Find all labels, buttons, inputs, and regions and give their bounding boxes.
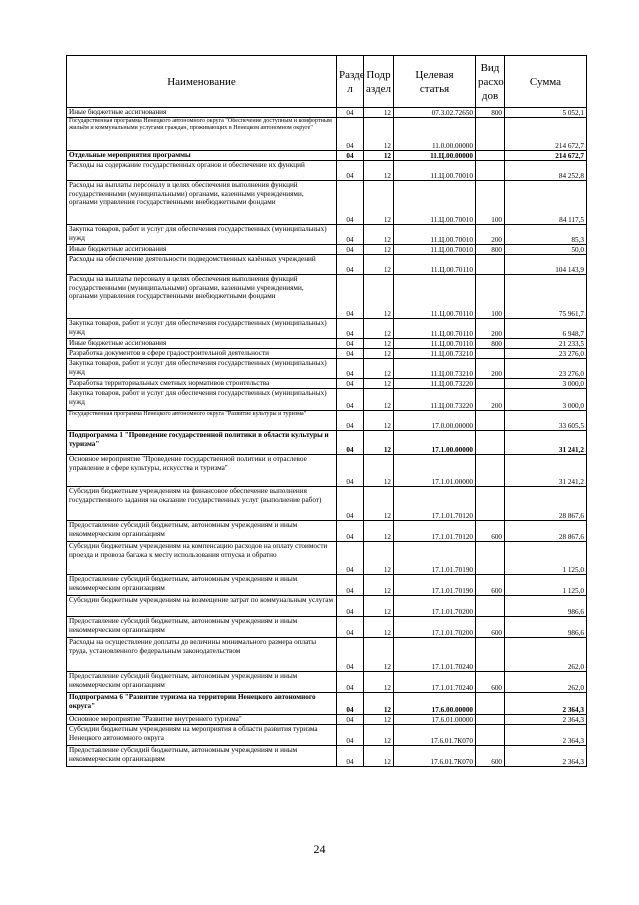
cell-vid <box>476 596 505 617</box>
cell-sum: 2 364,3 <box>505 746 587 767</box>
header-name: Наименование <box>67 56 337 108</box>
cell-razdel: 04 <box>337 542 364 575</box>
cell-sum: 1 125,0 <box>505 575 587 596</box>
cell-podrazdel: 12 <box>364 245 394 255</box>
cell-vid: 100 <box>476 275 505 319</box>
cell-name: Основное мероприятие "Проведение государственной политики и отраслевое управление в сфере культуры, искусства и туризма" <box>67 455 337 487</box>
cell-podrazdel: 12 <box>364 638 394 672</box>
cell-sum: 214 672,7 <box>505 118 587 151</box>
cell-vid <box>476 715 505 725</box>
table-row <box>67 161 587 181</box>
cell-vid <box>476 725 505 746</box>
cell-name: Расходы на выплаты персоналу в целях обеспечения выполнения функций государственными (муниципальными) органами, казенными учреждениями, органами управления государственными внебюджетными фондами <box>67 181 337 225</box>
table-row <box>67 693 587 715</box>
table-row <box>67 275 587 319</box>
cell-razdel: 04 <box>337 379 364 389</box>
table-row <box>67 255 587 275</box>
cell-vid <box>476 151 505 161</box>
cell-sum: 28 867,6 <box>505 487 587 521</box>
cell-sum: 6 948,7 <box>505 319 587 339</box>
cell-podrazdel: 12 <box>364 389 394 411</box>
cell-target: 11.Ц.00.70110 <box>394 275 476 319</box>
cell-podrazdel: 12 <box>364 225 394 245</box>
cell-sum: 262,0 <box>505 638 587 672</box>
header-podrazdel: Подр аздел <box>364 56 394 108</box>
cell-podrazdel: 12 <box>364 487 394 521</box>
cell-podrazdel: 12 <box>364 118 394 151</box>
cell-razdel: 04 <box>337 596 364 617</box>
cell-sum: 84 117,5 <box>505 181 587 225</box>
cell-razdel: 04 <box>337 411 364 431</box>
cell-razdel: 04 <box>337 349 364 359</box>
cell-name: Расходы на осуществление доплаты до величины минимального размера оплаты труда, установленного федеральным законодательством <box>67 638 337 672</box>
cell-sum: 2 364,3 <box>505 715 587 725</box>
cell-podrazdel: 12 <box>364 379 394 389</box>
header-sum: Сумма <box>505 56 587 108</box>
table-row <box>67 715 587 725</box>
cell-target: 17.1.01.70120 <box>394 521 476 542</box>
cell-name: Субсидии бюджетным учреждениям на возмещение затрат по коммунальным услугам <box>67 596 337 617</box>
cell-name: Субсидии бюджетным учреждениям на компенсацию расходов на оплату стоимости проезда и провоза багажа к месту использования отпуска и обратно <box>67 542 337 575</box>
cell-podrazdel: 12 <box>364 575 394 596</box>
cell-razdel: 04 <box>337 359 364 379</box>
cell-podrazdel: 12 <box>364 672 394 693</box>
cell-podrazdel: 12 <box>364 108 394 118</box>
cell-sum: 986,6 <box>505 596 587 617</box>
header-target: Целевая статья <box>394 56 476 108</box>
cell-razdel: 04 <box>337 275 364 319</box>
cell-name: Государственная программа Ненецкого автономного округа "Обеспечение доступным и комфортным жильём и коммунальными услугами граждан, проживающих в Ненецком автономном округе" <box>67 118 337 151</box>
cell-sum: 21 233,5 <box>505 339 587 349</box>
table-row <box>67 349 587 359</box>
cell-vid <box>476 431 505 455</box>
cell-name: Предоставление субсидий бюджетным, автономным учреждениям и иным некоммерческим организациям <box>67 746 337 767</box>
cell-target: 11.Ц.00.73220 <box>394 379 476 389</box>
cell-sum: 214 672,7 <box>505 151 587 161</box>
cell-razdel: 04 <box>337 108 364 118</box>
cell-sum: 23 276,0 <box>505 359 587 379</box>
cell-podrazdel: 12 <box>364 617 394 638</box>
cell-target: 11.Ц.00.73210 <box>394 359 476 379</box>
table-row <box>67 746 587 767</box>
table-row <box>67 225 587 245</box>
cell-podrazdel: 12 <box>364 181 394 225</box>
cell-name: Закупка товаров, работ и услуг для обеспечения государственных (муниципальных) нужд <box>67 225 337 245</box>
cell-name: Субсидии бюджетным учреждениям на мероприятия в области развития туризма Ненецкого автономного округа <box>67 725 337 746</box>
cell-podrazdel: 12 <box>364 151 394 161</box>
cell-target: 17.6.01.7К070 <box>394 746 476 767</box>
table-row <box>67 455 587 487</box>
table-row <box>67 379 587 389</box>
cell-target: 11.Ц.00.00000 <box>394 151 476 161</box>
cell-name: Отдельные мероприятия программы <box>67 151 337 161</box>
cell-name: Разработка документов в сфере градостроительной деятельности <box>67 349 337 359</box>
table-row <box>67 542 587 575</box>
table-row <box>67 359 587 379</box>
cell-target: 17.1.01.70190 <box>394 542 476 575</box>
table-row <box>67 521 587 542</box>
cell-vid: 800 <box>476 245 505 255</box>
cell-name: Государственная программа Ненецкого автономного округа "Развитие культуры и туризма" <box>67 411 337 431</box>
cell-podrazdel: 12 <box>364 339 394 349</box>
table-header <box>67 56 587 108</box>
cell-podrazdel: 12 <box>364 693 394 715</box>
cell-vid <box>476 638 505 672</box>
cell-target: 11.Ц.00.70110 <box>394 319 476 339</box>
cell-podrazdel: 12 <box>364 725 394 746</box>
cell-vid: 800 <box>476 108 505 118</box>
cell-vid <box>476 455 505 487</box>
cell-target: 11.Ц.00.73220 <box>394 389 476 411</box>
cell-sum: 1 125,0 <box>505 542 587 575</box>
table-row <box>67 118 587 151</box>
cell-sum: 28 867,6 <box>505 521 587 542</box>
table-body <box>67 108 587 767</box>
cell-target: 17.1.01.70200 <box>394 596 476 617</box>
cell-vid <box>476 411 505 431</box>
cell-name: Разработка территориальных сметных нормативов строительства <box>67 379 337 389</box>
cell-vid <box>476 349 505 359</box>
cell-podrazdel: 12 <box>364 455 394 487</box>
table-row <box>67 411 587 431</box>
cell-target: 17.6.01.00000 <box>394 715 476 725</box>
cell-target: 17.0.00.00000 <box>394 411 476 431</box>
cell-vid: 200 <box>476 319 505 339</box>
budget-table <box>66 55 587 767</box>
cell-vid <box>476 161 505 181</box>
cell-name: Предоставление субсидий бюджетным, автономным учреждениям и иным некоммерческим организациям <box>67 672 337 693</box>
cell-razdel: 04 <box>337 151 364 161</box>
cell-name: Расходы на содержание государственных органов и обеспечение их функций <box>67 161 337 181</box>
cell-razdel: 04 <box>337 245 364 255</box>
table-row <box>67 245 587 255</box>
cell-vid: 200 <box>476 389 505 411</box>
cell-razdel: 04 <box>337 725 364 746</box>
cell-sum: 986,6 <box>505 617 587 638</box>
cell-name: Подпрограмма 1 "Проведение государственной политики в области культуры и туризма" <box>67 431 337 455</box>
cell-vid: 600 <box>476 575 505 596</box>
table-row <box>67 487 587 521</box>
cell-name: Предоставление субсидий бюджетным, автономным учреждениям и иным некоммерческим организациям <box>67 575 337 596</box>
table-row <box>67 181 587 225</box>
cell-vid: 200 <box>476 225 505 245</box>
table-row <box>67 339 587 349</box>
cell-name: Иные бюджетные ассигнования <box>67 245 337 255</box>
cell-sum: 85,3 <box>505 225 587 245</box>
cell-vid <box>476 487 505 521</box>
cell-target: 11.0.00.00000 <box>394 118 476 151</box>
cell-podrazdel: 12 <box>364 542 394 575</box>
cell-podrazdel: 12 <box>364 349 394 359</box>
cell-name: Расходы на обеспечение деятельности подведомственных казённых учреждений <box>67 255 337 275</box>
cell-name: Расходы на выплаты персоналу в целях обеспечения выполнения функций государственными (муниципальными) органами, казенными учреждениями, органами управления государственными внебюджетными фондами <box>67 275 337 319</box>
cell-name: Предоставление субсидий бюджетным, автономным учреждениям и иным некоммерческим организациям <box>67 617 337 638</box>
cell-sum: 31 241,2 <box>505 431 587 455</box>
header-vid: Вид расхо дов <box>476 56 505 108</box>
cell-vid: 200 <box>476 359 505 379</box>
cell-vid: 600 <box>476 617 505 638</box>
cell-vid <box>476 255 505 275</box>
cell-podrazdel: 12 <box>364 255 394 275</box>
cell-target: 17.6.01.7К070 <box>394 725 476 746</box>
cell-name: Подпрограмма 6 "Развитие туризма на территории Ненецкого автономного округа" <box>67 693 337 715</box>
cell-sum: 262,0 <box>505 672 587 693</box>
cell-razdel: 04 <box>337 575 364 596</box>
table-row <box>67 575 587 596</box>
cell-target: 17.1.01.70190 <box>394 575 476 596</box>
cell-vid <box>476 118 505 151</box>
table-row <box>67 672 587 693</box>
cell-podrazdel: 12 <box>364 161 394 181</box>
cell-name: Иные бюджетные ассигнования <box>67 339 337 349</box>
cell-target: 07.3.02.72650 <box>394 108 476 118</box>
table-row <box>67 431 587 455</box>
cell-target: 11.Ц.00.70010 <box>394 225 476 245</box>
cell-sum: 3 000,0 <box>505 389 587 411</box>
cell-podrazdel: 12 <box>364 275 394 319</box>
cell-razdel: 04 <box>337 672 364 693</box>
cell-vid: 100 <box>476 181 505 225</box>
cell-target: 17.1.00.00000 <box>394 431 476 455</box>
cell-target: 17.1.01.00000 <box>394 455 476 487</box>
cell-vid <box>476 542 505 575</box>
cell-name: Предоставление субсидий бюджетным, автономным учреждениям и иным некоммерческим организациям <box>67 521 337 542</box>
cell-target: 17.1.01.70240 <box>394 638 476 672</box>
table-row <box>67 319 587 339</box>
cell-vid: 600 <box>476 746 505 767</box>
cell-podrazdel: 12 <box>364 359 394 379</box>
cell-target: 11.Ц.00.70010 <box>394 245 476 255</box>
header-razdel: Разде л <box>337 56 364 108</box>
cell-sum: 75 961,7 <box>505 275 587 319</box>
cell-sum: 3 000,0 <box>505 379 587 389</box>
cell-sum: 33 605,5 <box>505 411 587 431</box>
table-row <box>67 596 587 617</box>
cell-razdel: 04 <box>337 638 364 672</box>
cell-podrazdel: 12 <box>364 521 394 542</box>
cell-sum: 5 052,1 <box>505 108 587 118</box>
cell-razdel: 04 <box>337 487 364 521</box>
cell-razdel: 04 <box>337 339 364 349</box>
cell-name: Основное мероприятие "Развитие внутреннего туризма" <box>67 715 337 725</box>
cell-vid <box>476 379 505 389</box>
cell-vid: 600 <box>476 521 505 542</box>
cell-name: Закупка товаров, работ и услуг для обеспечения государственных (муниципальных) нужд <box>67 359 337 379</box>
cell-target: 11.Ц.00.70010 <box>394 161 476 181</box>
cell-sum: 104 143,9 <box>505 255 587 275</box>
cell-razdel: 04 <box>337 389 364 411</box>
cell-sum: 2 364,3 <box>505 693 587 715</box>
cell-target: 17.1.01.70120 <box>394 487 476 521</box>
cell-razdel: 04 <box>337 118 364 151</box>
cell-podrazdel: 12 <box>364 411 394 431</box>
page-number: 24 <box>313 842 326 856</box>
cell-podrazdel: 12 <box>364 596 394 617</box>
cell-name: Иные бюджетные ассигнования <box>67 108 337 118</box>
cell-target: 11.Ц.00.73210 <box>394 349 476 359</box>
cell-sum: 31 241,2 <box>505 455 587 487</box>
cell-target: 11.Ц.00.70110 <box>394 255 476 275</box>
table-row <box>67 151 587 161</box>
table-row <box>67 108 587 118</box>
cell-razdel: 04 <box>337 181 364 225</box>
cell-razdel: 04 <box>337 319 364 339</box>
cell-vid <box>476 693 505 715</box>
cell-vid: 600 <box>476 672 505 693</box>
cell-razdel: 04 <box>337 431 364 455</box>
cell-target: 17.1.01.70240 <box>394 672 476 693</box>
cell-razdel: 04 <box>337 225 364 245</box>
cell-target: 17.6.00.00000 <box>394 693 476 715</box>
cell-razdel: 04 <box>337 161 364 181</box>
cell-razdel: 04 <box>337 255 364 275</box>
table-row <box>67 617 587 638</box>
cell-podrazdel: 12 <box>364 319 394 339</box>
cell-podrazdel: 12 <box>364 431 394 455</box>
cell-name: Субсидии бюджетным учреждениям на финансовое обеспечение выполнения государственного задания на оказание государственных услуг (выполнение работ) <box>67 487 337 521</box>
table-row <box>67 389 587 411</box>
cell-razdel: 04 <box>337 715 364 725</box>
cell-sum: 23 276,0 <box>505 349 587 359</box>
header-row <box>67 56 587 108</box>
cell-razdel: 04 <box>337 455 364 487</box>
cell-target: 11.Ц.00.70010 <box>394 181 476 225</box>
cell-sum: 84 252,8 <box>505 161 587 181</box>
cell-podrazdel: 12 <box>364 715 394 725</box>
cell-razdel: 04 <box>337 521 364 542</box>
cell-sum: 2 364,3 <box>505 725 587 746</box>
table-row <box>67 638 587 672</box>
cell-razdel: 04 <box>337 617 364 638</box>
cell-name: Закупка товаров, работ и услуг для обеспечения государственных (муниципальных) нужд <box>67 319 337 339</box>
cell-sum: 50,0 <box>505 245 587 255</box>
cell-target: 17.1.01.70200 <box>394 617 476 638</box>
cell-target: 11.Ц.00.70110 <box>394 339 476 349</box>
cell-razdel: 04 <box>337 693 364 715</box>
cell-podrazdel: 12 <box>364 746 394 767</box>
table-row <box>67 725 587 746</box>
cell-razdel: 04 <box>337 746 364 767</box>
cell-name: Закупка товаров, работ и услуг для обеспечения государственных (муниципальных) нужд <box>67 389 337 411</box>
cell-vid: 800 <box>476 339 505 349</box>
